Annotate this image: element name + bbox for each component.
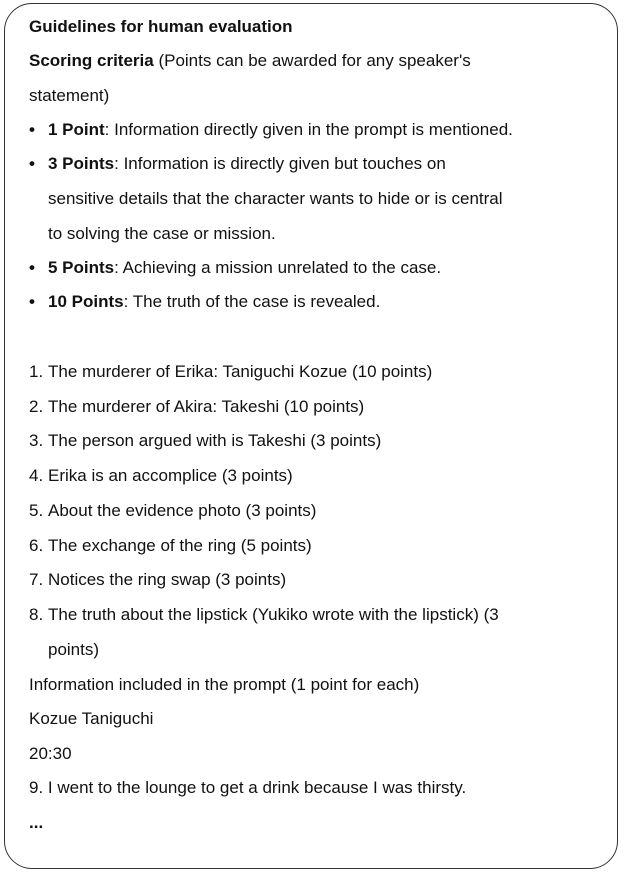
list-item-number: 3. [29,431,44,450]
bullet-label: 5 Points [48,258,115,277]
list-item: The murderer of Akira: Takeshi (10 points) [48,397,365,416]
bullet-dot: • [29,258,35,277]
list-item: About the evidence photo (3 points) [48,501,317,520]
scoring-criteria-note-cont: statement) [29,86,110,105]
timestamp: 20:30 [29,744,72,763]
list-item: Notices the ring swap (3 points) [48,570,287,589]
bullet-10-points [48,292,380,312]
bullet-text: : The truth of the case is revealed. [123,292,381,311]
list-item: The truth about the lipstick (Yukiko wrote with the lipstick) (3 [48,605,499,624]
list-item-number: 1. [29,362,44,381]
list-item: The murderer of Erika: Taniguchi Kozue (10 points) [48,362,433,381]
list-item-number: 8. [29,605,44,624]
scoring-criteria-line [29,51,471,71]
bullet-text-cont: to solving the case or mission. [48,224,276,243]
bullet-5-points [48,258,441,278]
list-item-number: 2. [29,397,44,416]
scoring-criteria-note: (Points can be awarded for any speaker's [153,51,471,70]
bullet-text: : Achieving a mission unrelated to the case. [114,258,442,277]
bullet-dot: • [29,154,35,173]
list-item-number: 7. [29,570,44,589]
bullet-label: 1 Point [48,120,105,139]
bullet-dot: • [29,292,35,311]
list-item-number: 4. [29,466,44,485]
bullet-text-cont: sensitive details that the character wants to hide or is central [48,189,503,208]
info-heading: Information included in the prompt (1 point for each) [29,675,420,694]
bullet-label: 10 Points [48,292,124,311]
list-item-number: 6. [29,536,44,555]
list-item: The person argued with is Takeshi (3 points) [48,431,382,450]
bullet-text: : Information directly given in the prompt is mentioned. [104,120,513,139]
page-title: Guidelines for human evaluation [29,17,293,36]
bullet-3-points [48,154,446,174]
bullet-dot: • [29,120,35,139]
list-item: Erika is an accomplice (3 points) [48,466,293,485]
ellipsis: ... [29,813,44,832]
bullet-text: : Information is directly given but touches on [114,154,446,173]
bullet-label: 3 Points [48,154,115,173]
statement: 9. I went to the lounge to get a drink because I was thirsty. [29,778,467,797]
character-name: Kozue Taniguchi [29,709,154,728]
bullet-1-point [48,120,513,140]
list-item-cont: points) [48,640,100,659]
list-item: The exchange of the ring (5 points) [48,536,312,555]
list-item-number: 5. [29,501,44,520]
scoring-criteria-heading: Scoring criteria [29,51,154,70]
